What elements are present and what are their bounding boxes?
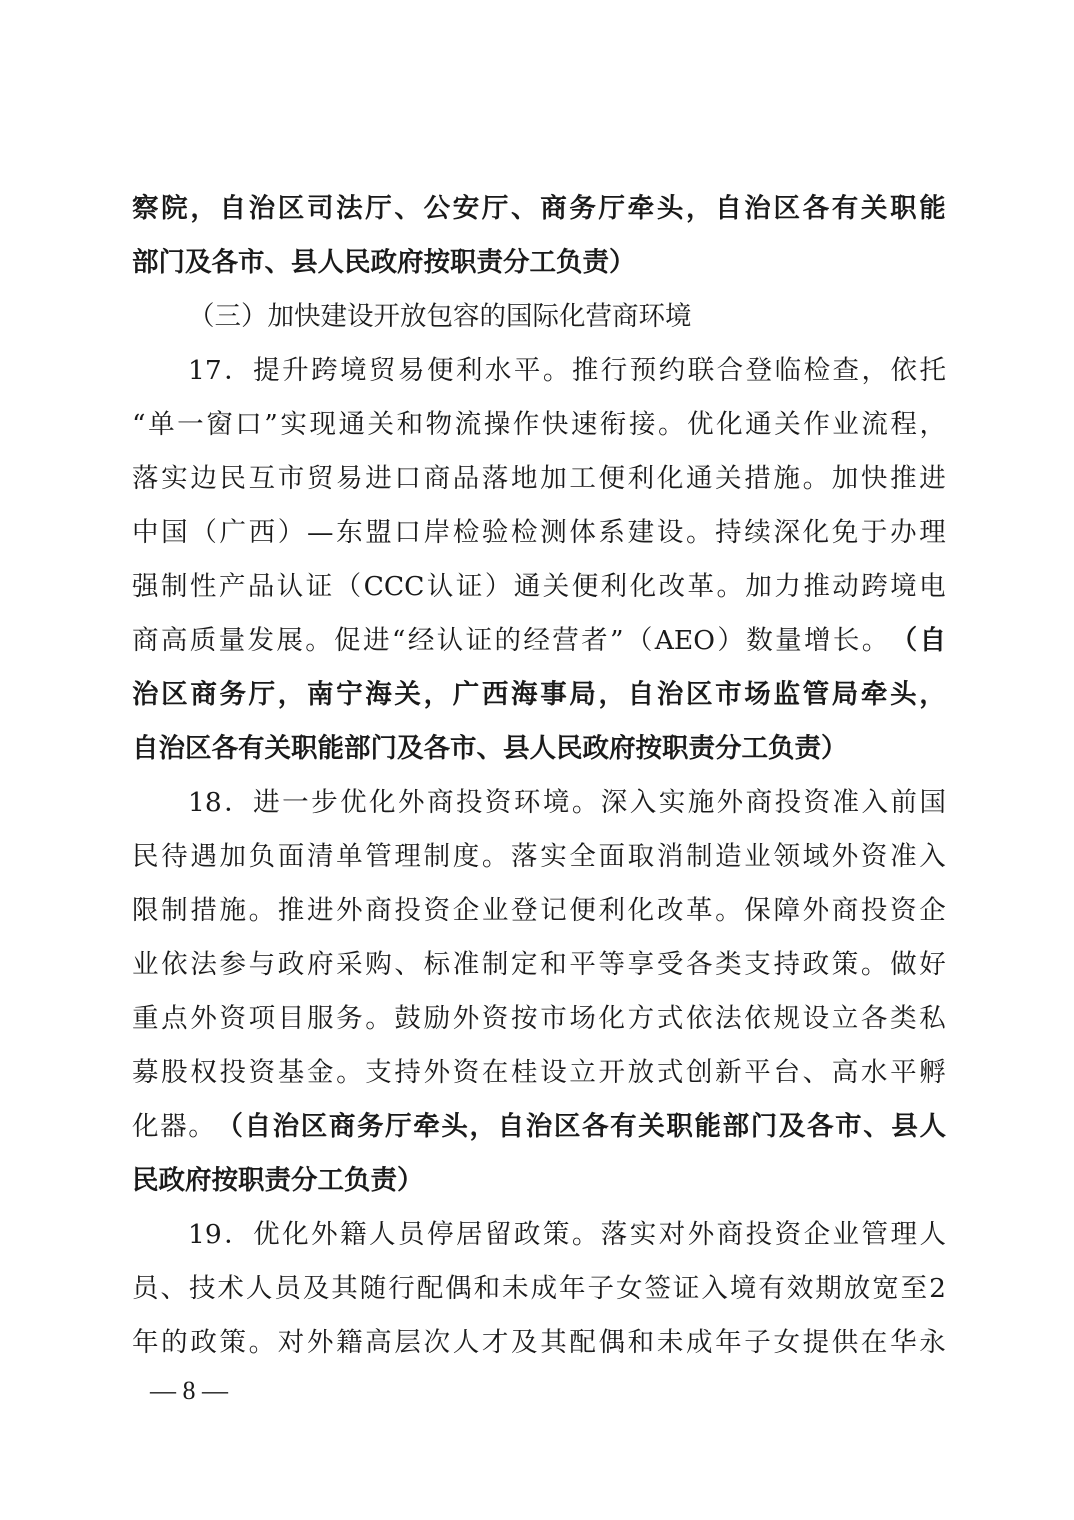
text-line: 察 院 ， 自 治 区 司 法 厅 、 公 安 厅 、 商 务 厅 牵 头 ， 自 治 区 各 有 关 职 能 (132, 193, 946, 224)
text-line: 年 的 政 策 。 对 外 籍 高 层 次 人 才 及 其 配 偶 和 未 成 年 子 女 提 供 在 华 永 (132, 1327, 946, 1358)
text-line: 民 政 府 按 职 责 分 工 负 责 ） (132, 1165, 424, 1196)
text-line: 商 高 质 量 发 展 。 促 进 “ 经 认 证 的 经 营 者 ” （ AEO ） 数 量 增 长 。 （ 自 (132, 625, 946, 656)
text-line: “ 单 一 窗 口 ” 实 现 通 关 和 物 流 操 作 快 速 衔 接 。 优 化 通 关 作 业 流 程 ， (132, 409, 946, 440)
text-line: 募 股 权 投 资 基 金 。 支 持 外 资 在 桂 设 立 开 放 式 创 新 平 台 、 高 水 平 孵 (132, 1057, 946, 1088)
text-line: 民 待 遇 加 负 面 清 单 管 理 制 度 。 落 实 全 面 取 消 制 造 业 领 域 外 资 准 入 (132, 841, 946, 872)
text-line: 中 国 （ 广 西 ） — 东 盟 口 岸 检 验 检 测 体 系 建 设 。 持 续 深 化 免 于 办 理 (132, 517, 946, 548)
text-line: 限 制 措 施 。 推 进 外 商 投 资 企 业 登 记 便 利 化 改 革 。 保 障 外 商 投 资 企 (132, 895, 946, 926)
text-line: 重 点 外 资 项 目 服 务 。 鼓 励 外 资 按 市 场 化 方 式 依 法 依 规 设 立 各 类 私 (132, 1003, 946, 1034)
text-line: 员 、 技 术 人 员 及 其 随 行 配 偶 和 未 成 年 子 女 签 证 入 境 有 效 期 放 宽 至 2 (132, 1273, 946, 1304)
text-line: 自 治 区 各 有 关 职 能 部 门 及 各 市 、 县 人 民 政 府 按 职 责 分 工 负 责 ） (132, 733, 848, 764)
text-line: 化 器 。 （ 自 治 区 商 务 厅 牵 头 ， 自 治 区 各 有 关 职 能 部 门 及 各 市 、 县 人 (132, 1111, 946, 1142)
page-number: — 8 — (150, 1376, 228, 1405)
text-line: 落 实 边 民 互 市 贸 易 进 口 商 品 落 地 加 工 便 利 化 通 关 措 施 。 加 快 推 进 (132, 463, 946, 494)
text-line: 业 依 法 参 与 政 府 采 购 、 标 准 制 定 和 平 等 享 受 各 类 支 持 政 策 。 做 好 (132, 949, 946, 980)
text-line: 19 ． 优 化 外 籍 人 员 停 居 留 政 策 。 落 实 对 外 商 投 资 企 业 管 理 人 (188, 1219, 946, 1250)
text-line: 部 门 及 各 市 、 县 人 民 政 府 按 职 责 分 工 负 责 ） (132, 247, 636, 278)
text-line: （ 三 ） 加 快 建 设 开 放 包 容 的 国 际 化 营 商 环 境 (188, 301, 692, 332)
text-line: 18 ． 进 一 步 优 化 外 商 投 资 环 境 。 深 入 实 施 外 商 投 资 准 入 前 国 (188, 787, 946, 818)
document-body (132, 182, 946, 1370)
text-line: 治 区 商 务 厅 ， 南 宁 海 关 ， 广 西 海 事 局 ， 自 治 区 市 场 监 管 局 牵 头 ， (132, 679, 946, 710)
text-line: 17 ． 提 升 跨 境 贸 易 便 利 水 平 。 推 行 预 约 联 合 登 临 检 查 ， 依 托 (188, 355, 946, 386)
text-line: 强 制 性 产 品 认 证 （ CCC 认 证 ） 通 关 便 利 化 改 革 。 加 力 推 动 跨 境 电 (132, 571, 946, 602)
